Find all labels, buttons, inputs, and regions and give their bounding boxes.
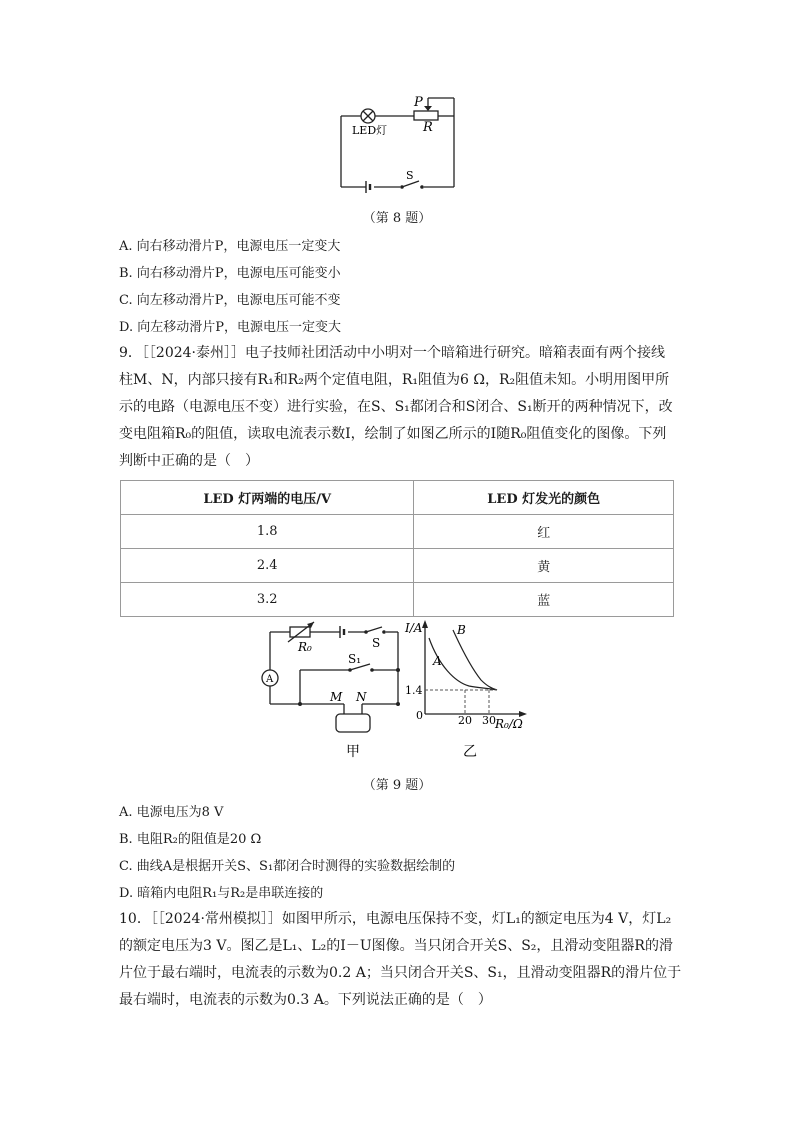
table-row	[121, 515, 674, 549]
q8-option-a: A. 向右移动滑片P，电源电压一定变大	[119, 239, 341, 254]
figure-9-circuit-jia	[258, 618, 408, 763]
fig8-label-s: S	[406, 169, 414, 182]
tick-1-4: 1.4	[405, 684, 423, 697]
q10-line: 片位于最右端时，电流表的示数为0.2 A；当只闭合开关S、S₁，且滑动变阻器R的滑片位于	[119, 965, 682, 981]
y-axis-arrow-icon	[422, 620, 428, 628]
figure-8-circuit	[330, 90, 470, 195]
fig8-label-p: P	[414, 95, 423, 110]
table-row	[121, 549, 674, 583]
fig9-label-m: M	[330, 690, 343, 704]
q9-option-b: B. 电阻R₂的阻值是20 Ω	[119, 832, 262, 847]
ammeter-icon: A	[266, 674, 274, 685]
q9-stem	[119, 340, 679, 475]
table-cell: 蓝	[414, 583, 674, 617]
table-header-row	[121, 481, 674, 515]
q9-line: 柱M、N，内部只接有R₁和R₂两个定值电阻，R₁阻值为6 Ω，R₂阻值未知。小明用图甲所	[119, 372, 670, 388]
q9-line: 变电阻箱R₀的阻值，读取电流表示数I，绘制了如图乙所示的I随R₀阻值变化的图像。下列	[119, 426, 667, 442]
curve-b-label: B	[457, 623, 466, 637]
q9-option-a: A. 电源电压为8 V	[119, 805, 224, 820]
q9-option-d: D. 暗箱内电阻R₁与R₂是串联连接的	[119, 886, 324, 901]
q10-line: 最右端时，电流表的示数为0.3 A。下列说法正确的是（ ）	[119, 992, 492, 1008]
fig9-label-s: S	[372, 636, 381, 650]
table-header: LED 灯两端的电压/V	[121, 481, 414, 515]
axis-y-label: I/A	[405, 621, 423, 635]
table-cell: 红	[414, 515, 674, 549]
fig9-label-jia: 甲	[346, 744, 360, 760]
q9-line: 9．［［2024·泰州］］电子技师社团活动中小明对一个暗箱进行研究。暗箱表面有两个接线	[119, 345, 665, 361]
q10-line: 10．［［2024·常州模拟］］如图甲所示，电源电压保持不变，灯L₁的额定电压为4 V，灯L₂	[119, 911, 672, 927]
q10-line: 的额定电压为3 V。图乙是L₁、L₂的I－U图像。当只闭合开关S、S₂，且滑动变阻器R的滑	[119, 938, 673, 954]
figure-9-caption: （第 9 题）	[362, 778, 432, 793]
table-cell: 3.2	[121, 583, 414, 617]
q8-option-b: B. 向右移动滑片P，电源电压可能变小	[119, 266, 341, 281]
table-cell: 2.4	[121, 549, 414, 583]
slider-arrow-icon	[424, 106, 432, 111]
q9-option-c: C. 曲线A是根据开关S、S₁都闭合时测得的实验数据绘制的	[119, 859, 456, 874]
fig8-label-led: LED灯	[352, 124, 388, 137]
table-header: LED 灯发光的颜色	[414, 481, 674, 515]
fig9-label-n: N	[356, 690, 367, 704]
fig9-label-r0: R₀	[298, 640, 312, 654]
q9-line: 判断中正确的是（ ）	[119, 453, 259, 469]
q8-option-c: C. 向左移动滑片P，电源电压可能不变	[119, 293, 341, 308]
figure-9-graph-yi	[403, 618, 535, 763]
axis-x-label: R₀/Ω	[495, 717, 523, 731]
tick-0: 0	[416, 709, 423, 722]
fig9-label-yi: 乙	[463, 744, 477, 760]
led-table	[120, 480, 674, 617]
table-cell: 1.8	[121, 515, 414, 549]
q9-line: 示的电路（电源电压不变）进行实验，在S、S₁都闭合和S闭合、S₁断开的两种情况下，改	[119, 399, 673, 415]
fig8-label-r: R	[423, 120, 433, 135]
fig9-label-s1: S₁	[348, 652, 362, 666]
table-cell: 黄	[414, 549, 674, 583]
table-row	[121, 583, 674, 617]
tick-20: 20	[458, 714, 472, 727]
figure-8-caption: （第 8 题）	[362, 211, 432, 226]
curve-a-label: A	[433, 654, 442, 668]
q8-option-d: D. 向左移动滑片P，电源电压一定变大	[119, 320, 341, 335]
q10-stem	[119, 906, 682, 1014]
tick-30: 30	[482, 714, 496, 727]
